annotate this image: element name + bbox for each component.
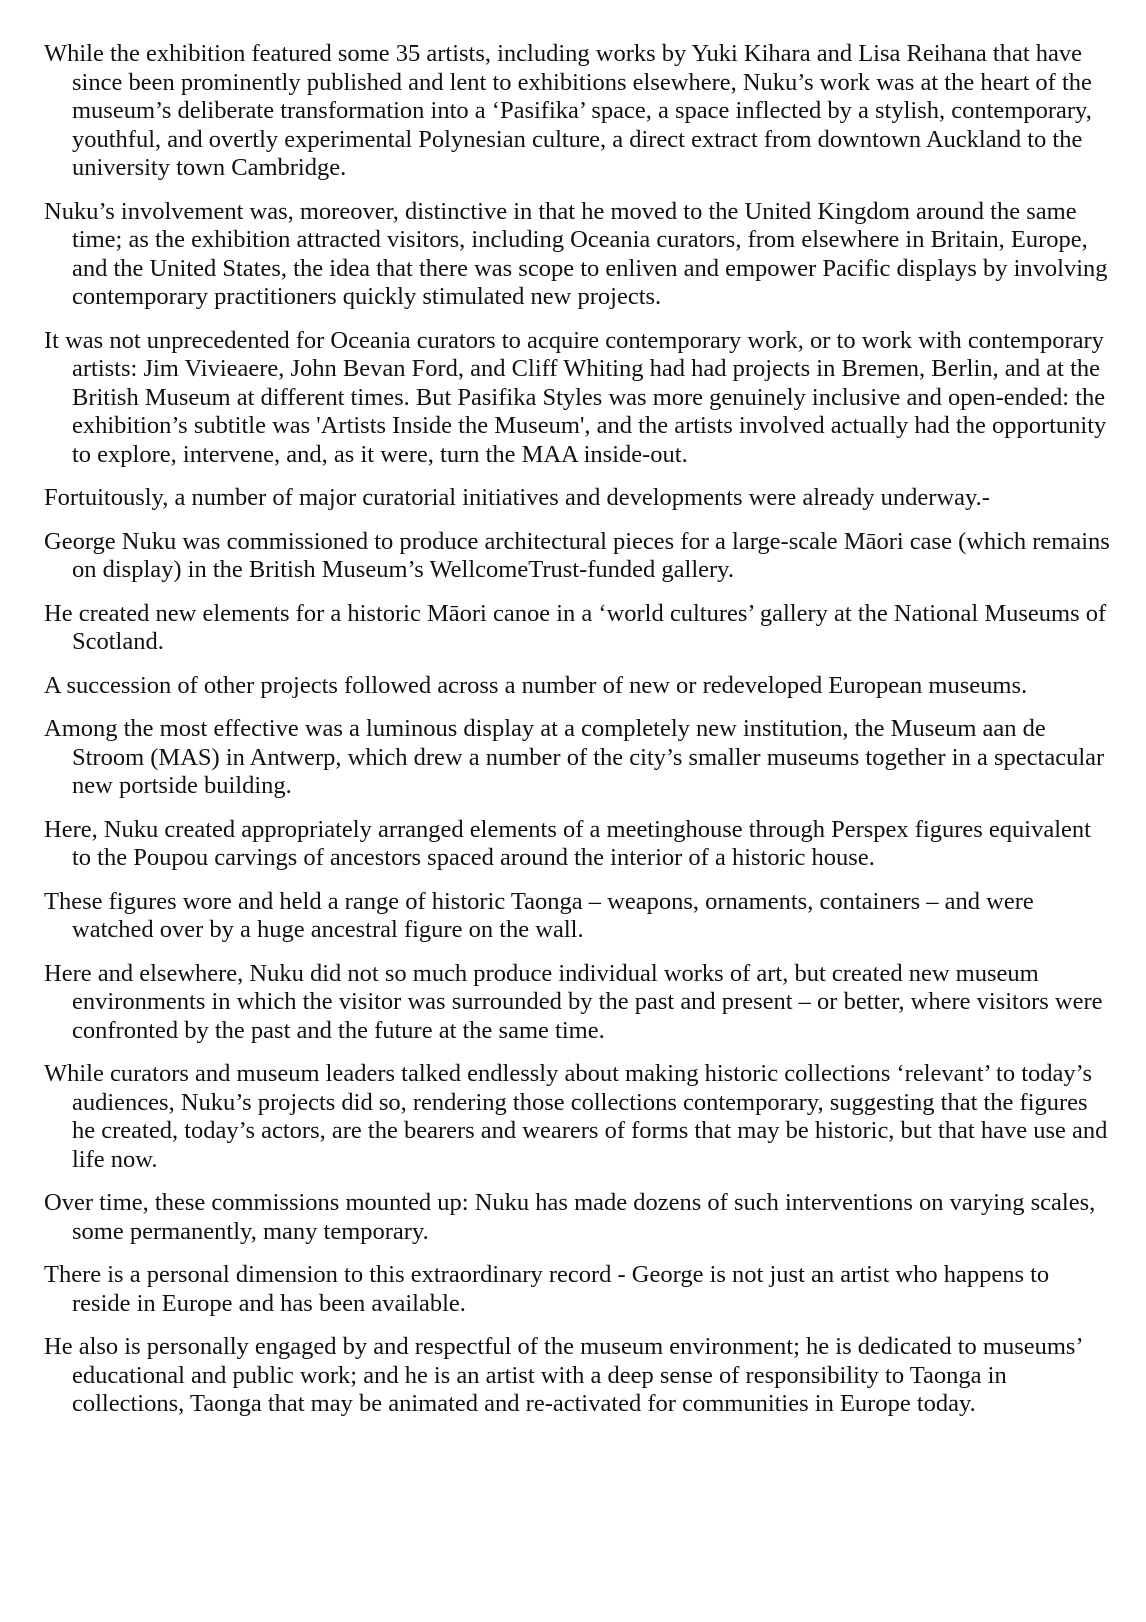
paragraph-british-museum: George Nuku was commissioned to produce architectural pieces for a large-scale Māori case (which remains on display) in the British Museum’s WellcomeTrust-funded gallery. (44, 527, 1110, 583)
paragraph-museum-engagement: He also is personally engaged by and respectful of the museum environment; he is dedicated to museums’ educational and public work; and he is an artist with a deep sense of responsibility to Taonga in collections, Taonga that may be animated and re-activated for communities in Europe today. (44, 1333, 1082, 1417)
paragraph-museum-environments: Here and elsewhere, Nuku did not so much produce individual works of art, but created new museum environments in which the visitor was surrounded by the past and present – or better, where visitors were confronted by the past and the future at the same time. (44, 959, 1103, 1044)
paragraph-nuku-involvement: Nuku’s involvement was, moreover, distinctive in that he moved to the United Kingdom around the same time; as the exhibition attracted visitors, including Oceania curators, from elsewhere in Britain, Europe, and the United States, the idea that there was scope to enliven and empower Pacific displays by involving contemporary practitioners quickly stimulated new projects. (44, 197, 1108, 310)
paragraph-taonga-figures: These figures wore and held a range of historic Taonga – weapons, ornaments, containers – and were watched over by a huge ancestral figure on the wall. (44, 887, 1034, 943)
paragraph-exhibition-artists: While the exhibition featured some 35 artists, including works by Yuki Kihara and Lisa Reihana that have since been prominently published and lent to exhibitions elsewhere, Nuku’s work was at the heart of the museum’s deliberate transformation into a ‘Pasifika’ space, a space inflected by a stylish, contemporary, youthful, and overtly experimental Polynesian culture, a direct extract from downtown Auckland to the university town Cambridge. (44, 40, 1092, 181)
paragraph-personal-dimension: There is a personal dimension to this extraordinary record - George is not just an artist who happens to reside in Europe and has been available. (44, 1261, 1050, 1317)
paragraph-fortuitously: Fortuitously, a number of major curatorial initiatives and developments were already underway.- (44, 484, 990, 511)
paragraph-contemporary-curators: It was not unprecedented for Oceania curators to acquire contemporary work, or to work with contemporary artists: Jim Vivieaere, John Bevan Ford, and Cliff Whiting had had projects in Bremen, Berlin, and at the British Museum at different times. But Pasifika Styles was more genuinely inclusive and open-ended: the exhibition’s subtitle was 'Artists Inside the Museum', and the artists involved actually had the opportunity to explore, intervene, and, as it were, turn the MAA inside-out. (44, 326, 1107, 468)
paragraph-maori-canoe: He created new elements for a historic Māori canoe in a ‘world cultures’ gallery at the National Museums of Scotland. (44, 599, 1107, 655)
paragraph-other-projects: A succession of other projects followed across a number of new or redeveloped European museums. (44, 671, 1028, 699)
paragraph-meetinghouse: Here, Nuku created appropriately arranged elements of a meetinghouse through Perspex figures equivalent to the Poupou carvings of ancestors spaced around the interior of a historic house. (44, 815, 1091, 871)
paragraph-relevance: While curators and museum leaders talked endlessly about making historic collections ‘relevant’ to today’s audiences, Nuku’s projects did so, rendering those collections contemporary, suggesting that the figures he created, today’s actors, are the bearers and wearers of forms that may be historic, but that have use and life now. (44, 1060, 1108, 1173)
paragraph-mas-antwerp: Among the most effective was a luminous display at a completely new institution, the Museum aan de Stroom (MAS) in Antwerp, which drew a number of the city’s smaller museums together in a spectacular new portside building. (44, 715, 1105, 799)
paragraph-commissions: Over time, these commissions mounted up: Nuku has made dozens of such interventions on varying scales, some permanently, many temporary. (44, 1189, 1096, 1245)
